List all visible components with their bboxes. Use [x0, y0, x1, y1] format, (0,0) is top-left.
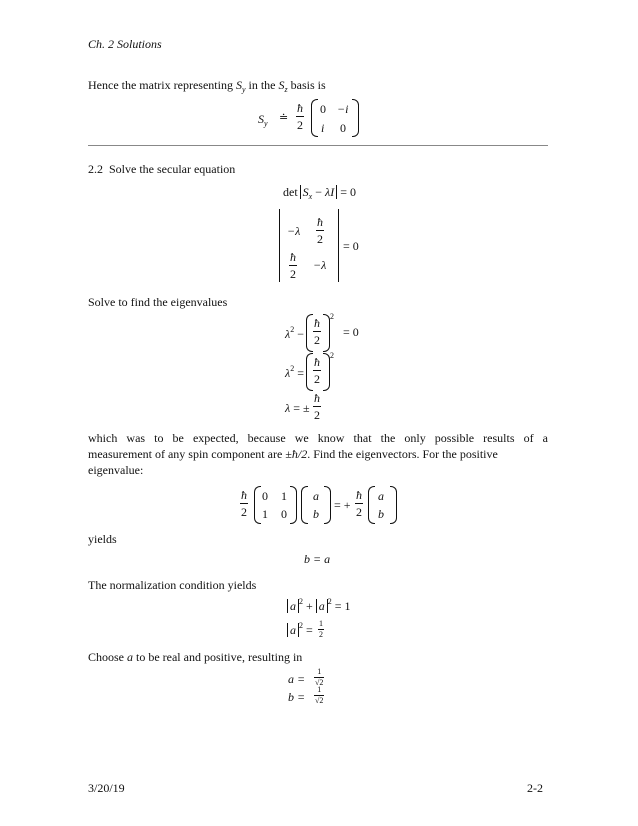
normalization-intro: The normalization condition yields [88, 578, 257, 592]
problem-heading: 2.2 Solve the secular equation [88, 162, 236, 176]
b-equals-a: b = a [304, 552, 331, 566]
intro-sentence: Hence the matrix representing $S_y$ in the $S_z$ basis is [88, 78, 326, 94]
secular-equation: $\det S_x - \lambda I = 0$ [283, 185, 356, 201]
footer-date: 3/20/19 [88, 781, 125, 795]
eigenvalue-intro: Solve to find the eigenvalues [88, 295, 228, 309]
running-header: Ch. 2 Solutions [88, 37, 162, 51]
section-divider [88, 145, 548, 146]
yields-label: yields [88, 532, 117, 546]
expected-paragraph: which was to be expected, because we know that the only possible results of a measurement of any spin component are ±ħ/2. Find the eigenvectors. For the positive eigenvalue: [88, 431, 548, 477]
choose-sentence: Choose a to be real and positive, resulting in [88, 650, 303, 664]
page-number: 2-2 [527, 781, 543, 795]
